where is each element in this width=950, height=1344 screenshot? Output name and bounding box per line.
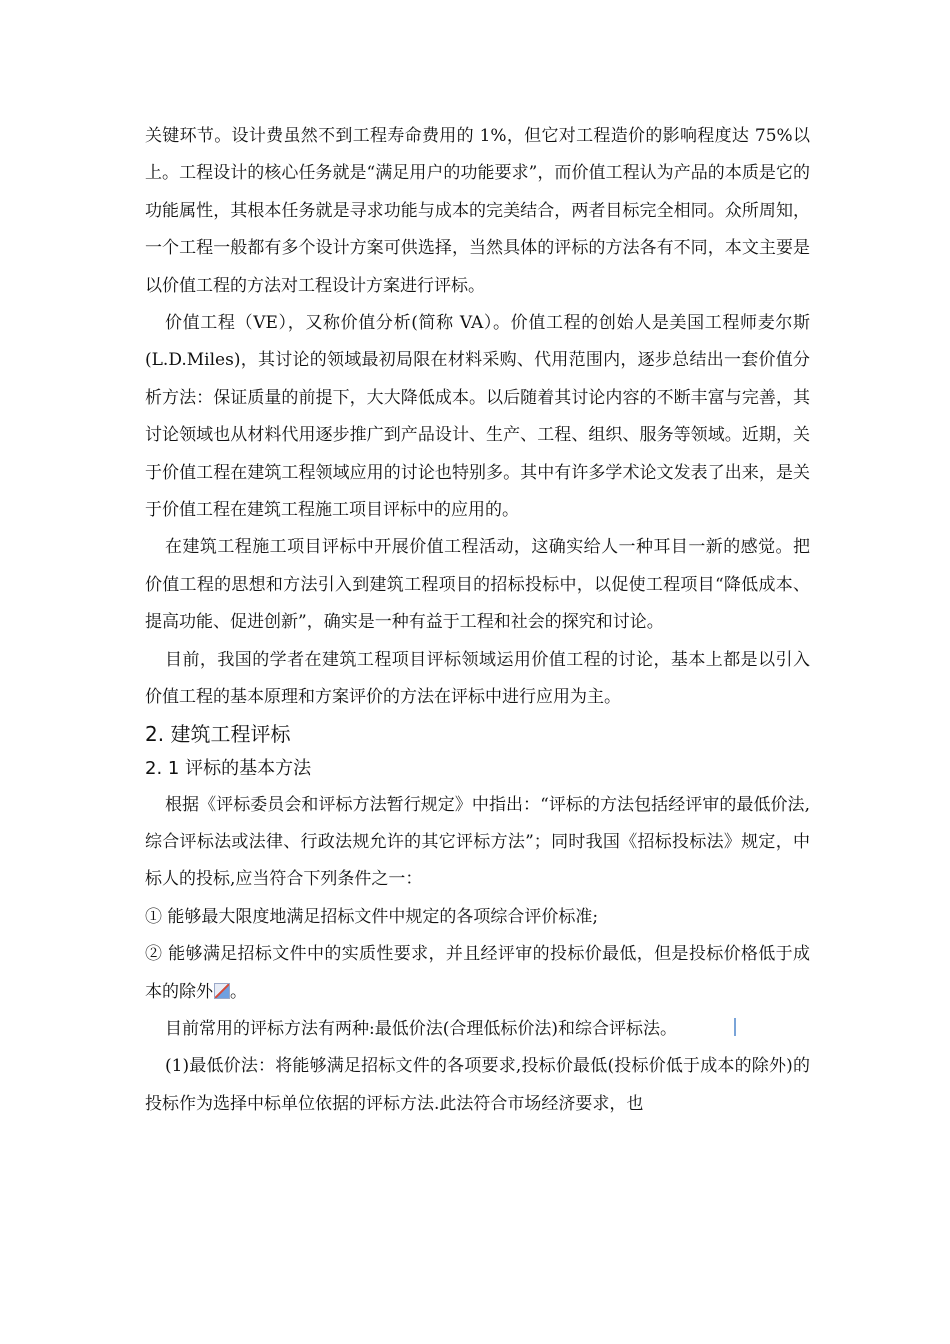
subsection-heading: 2. 1 评标的基本方法 <box>145 757 312 779</box>
paragraph-intro-continued: 关键环节。设计费虽然不到工程寿命费用的 1%，但它对工程造价的影响程度达 75%以上。工程设计的核心任务就是“满足用户的功能要求”，而价值工程认为产品的本质是它的功能属性，其根本任务就是寻求功能与成本的完美结合，两者目标完全相同。众所周知，一个工程一般都有多个设计方案可供选择，当然具体的评标的方法各有不同，本文主要是以价值工程的方法对工程设计方案进行评标。 <box>145 126 810 296</box>
section-heading: 2. 建筑工程评标 <box>145 721 291 746</box>
list-item-2 <box>145 936 810 1011</box>
paragraph-lowest-price-method: (1)最低价法：将能够满足招标文件的各项要求,投标价最低(投标价低于成本的除外)的投标作为选择中标单位依据的评标方法.此法符合市场经济要求，也 <box>145 1056 810 1114</box>
list-item-2-end: 。 <box>230 981 247 1002</box>
text-cursor-mark <box>734 1018 736 1036</box>
paragraph-domestic-research: 目前，我国的学者在建筑工程项目评标领域运用价值工程的讨论，基本上都是以引入价值工程的基本原理和方案评价的方法在评标中进行应用为主。 <box>145 649 810 708</box>
list-item-1: ① 能够最大限度地满足招标文件中规定的各项综合评价标准; <box>145 906 599 927</box>
paragraph-bid-evaluation-activity: 在建筑工程施工项目评标中开展价值工程活动，这确实给人一种耳目一新的感觉。把价值工程的思想和方法引入到建筑工程项目的招标投标中，以促使工程项目“降低成本、提高功能、促进创新”，确实是一种有益于工程和社会的探究和讨论。 <box>145 537 810 633</box>
paragraph-value-engineering: 价值工程（VE），又称价值分析(简称 VA）。价值工程的创始人是美国工程师麦尔斯(L.D.Miles)，其讨论的领域最初局限在材料采购、代用范围内，逐步总结出一套价值分析方法：保证质量的前提下，大大降低成本。以后随着其讨论内容的不断丰富与完善，其讨论领域也从材料代用逐步推广到产品设计、生产、工程、组织、服务等领域。近期，关于价值工程在建筑工程领域应用的讨论也特别多。其中有许多学术论文发表了出来，是关于价值工程在建筑工程施工项目评标中的应用的。 <box>145 313 810 521</box>
paragraph-methods-overview: 目前常用的评标方法有两种:最低价法(合理低标价法)和综合评标法。 <box>165 1018 677 1039</box>
paragraph-regulations: 根据《评标委员会和评标方法暂行规定》中指出：“评标的方法包括经评审的最低价法,综合评标法或法律、行政法规允许的其它评标方法”；同时我国《招标投标法》规定，中标人的投标,应当符合下列条件之一： <box>145 794 810 890</box>
broken-image-icon <box>214 983 230 999</box>
document-body <box>145 118 810 1123</box>
list-item-2-text: ② 能够满足招标文件中的实质性要求，并且经评审的投标价最低，但是投标价格低于成本的除外 <box>145 944 810 1002</box>
